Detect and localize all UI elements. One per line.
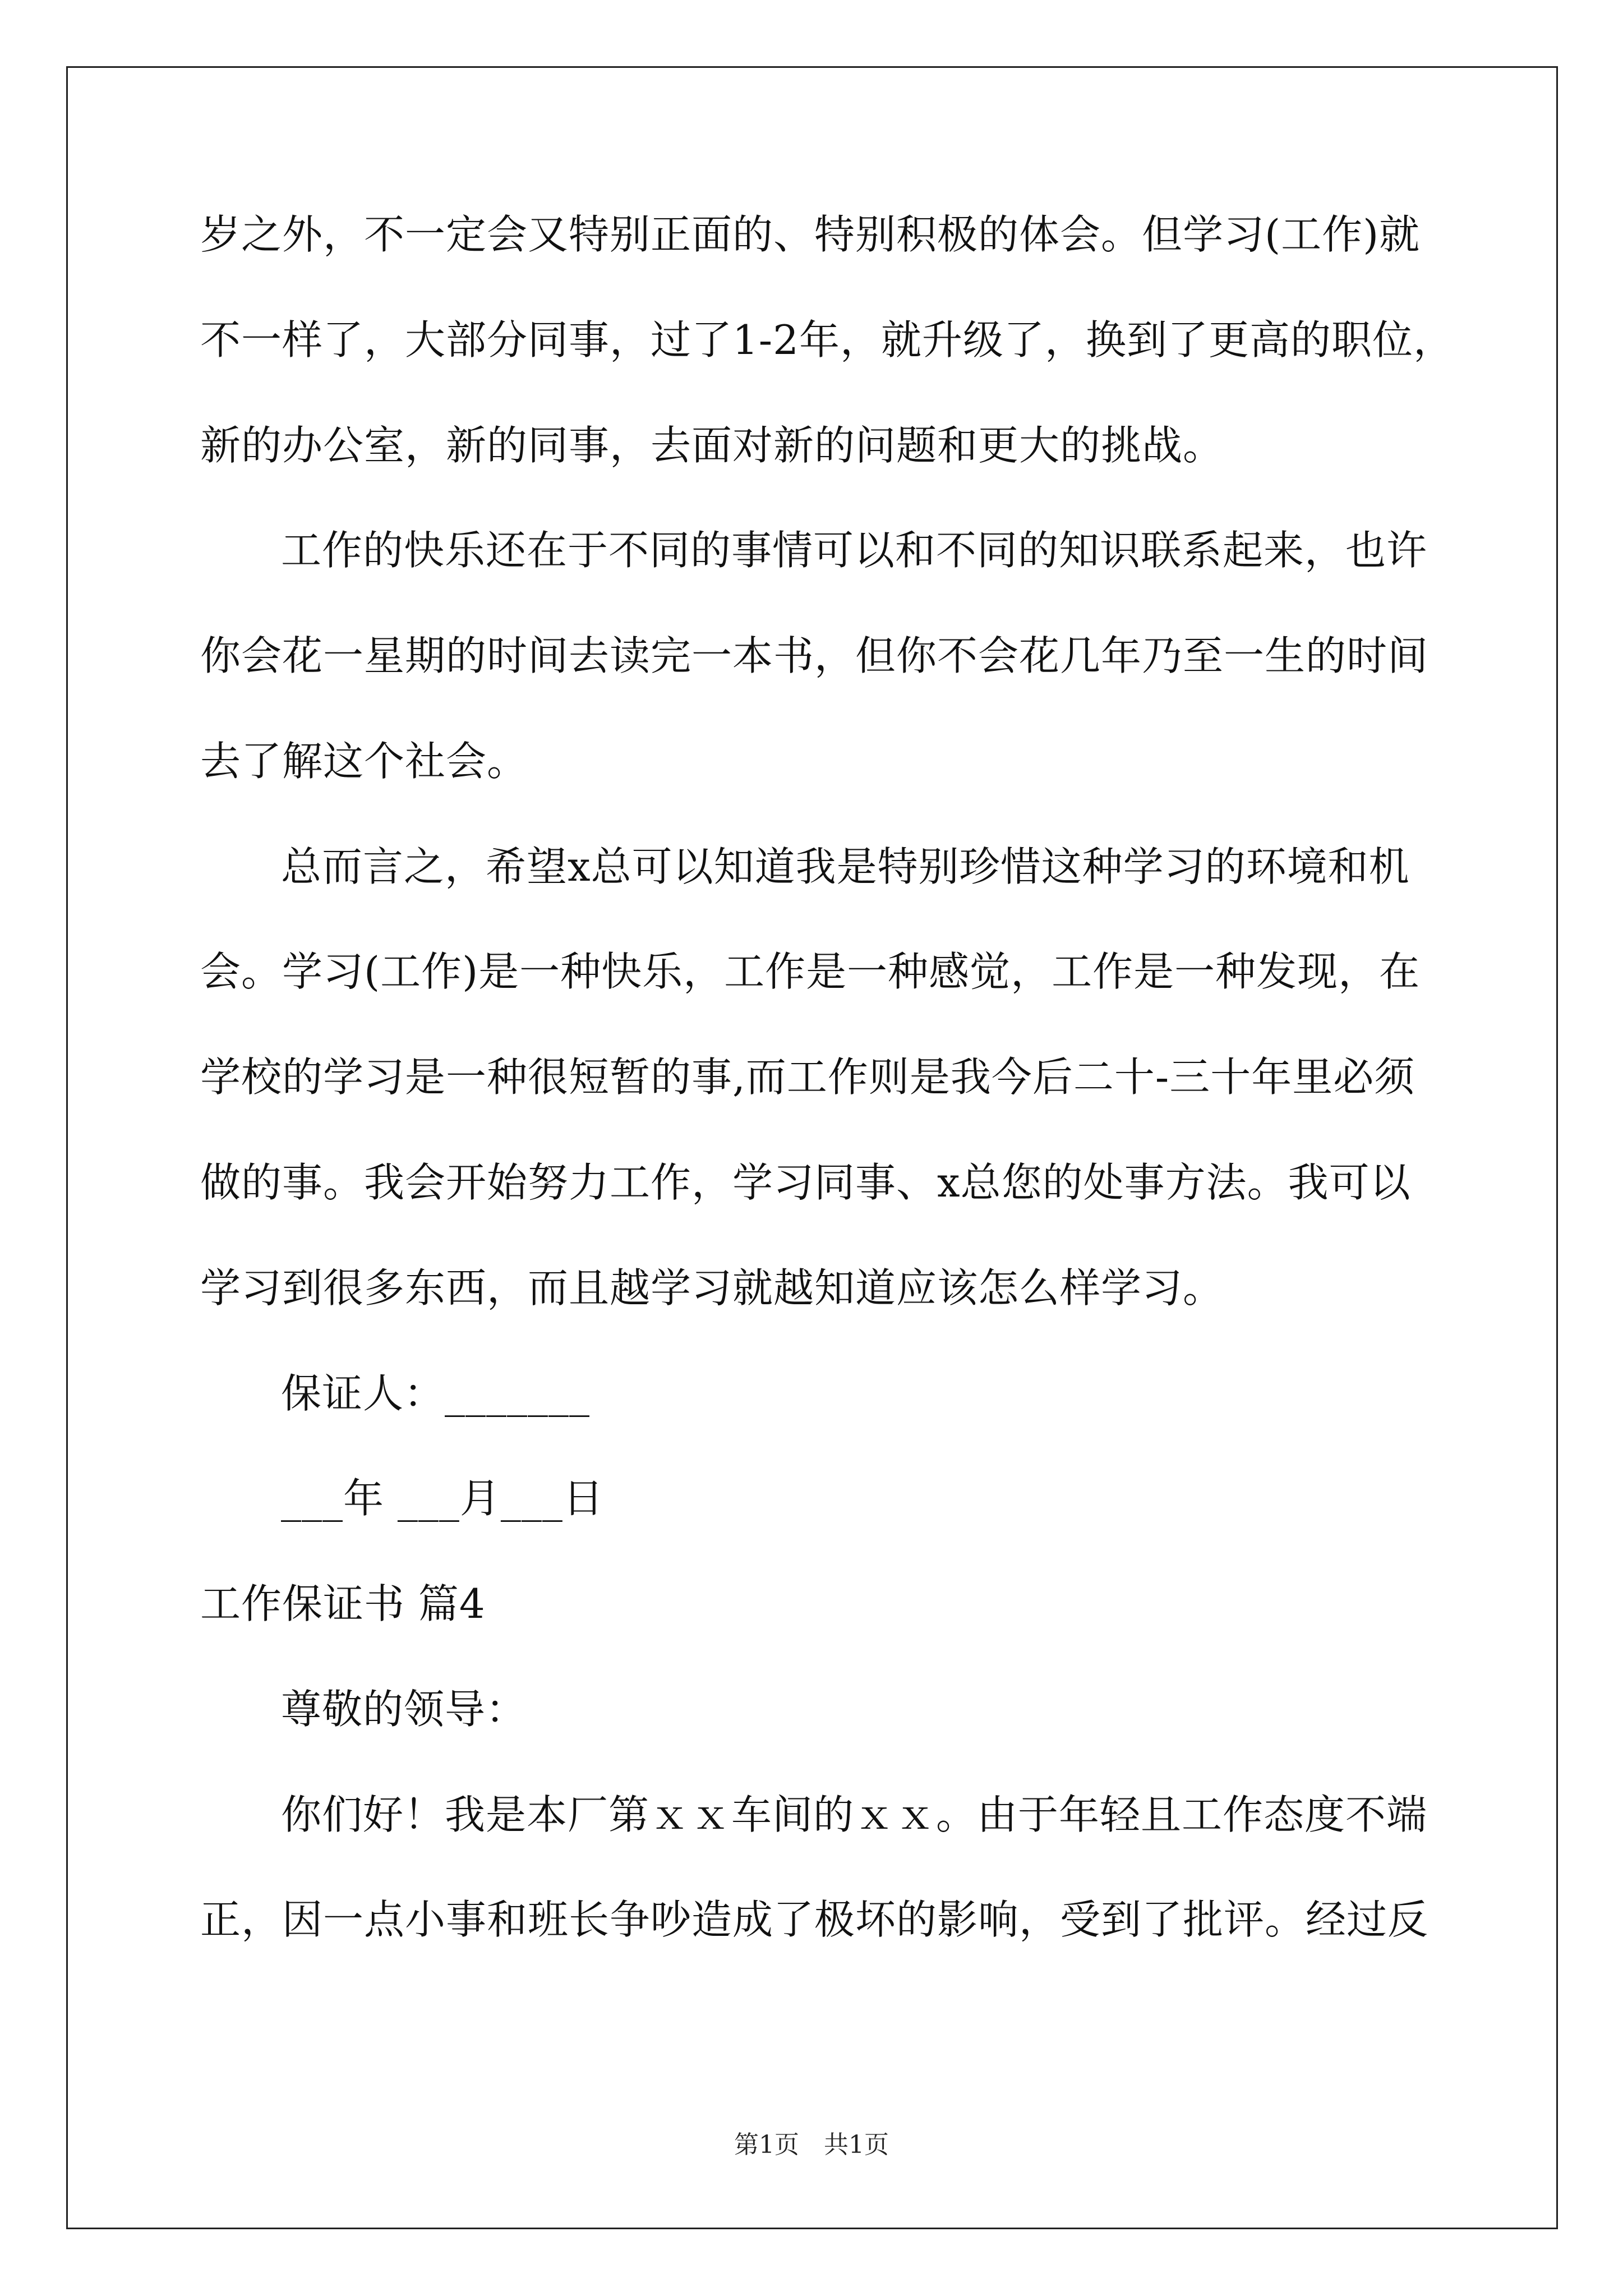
text-line: 总而言之，希望x总可以知道我是特别珍惜这种学习的环境和机	[281, 843, 1410, 890]
text-line: 学习到很多东西，而且越学习就越知道应该怎么样学习。	[200, 1264, 1224, 1312]
page-footer: 第1页 共1页	[734, 2131, 889, 2159]
text-line: 正，因一点小事和班长争吵造成了极坏的影响，受到了批评。经过反	[200, 1896, 1429, 1943]
text-line: 工作的快乐还在于不同的事情可以和不同的知识联系起来，也许	[281, 527, 1428, 574]
date-line: ___年 ___月___日	[281, 1475, 604, 1522]
text-line: 新的办公室，新的同事，去面对新的问题和更大的挑战。	[200, 422, 1224, 469]
text-line: 你会花一星期的时间去读完一本书，但你不会花几年乃至一生的时间	[200, 632, 1429, 679]
guarantor-line: 保证人：_______	[281, 1370, 591, 1417]
text-line: 你们好！我是本厂第ｘｘ车间的ｘｘ。由于年轻且工作态度不端	[281, 1791, 1428, 1838]
text-line: 岁之外，不一定会又特别正面的、特别积极的体会。但学习(工作)就	[200, 211, 1421, 258]
text-line: 学校的学习是一种很短暂的事,而工作则是我今后二十-三十年里必须	[200, 1053, 1415, 1101]
text-line: 去了解这个社会。	[200, 738, 528, 785]
section-title: 工作保证书 篇4	[200, 1580, 486, 1627]
text-line: 不一样了，大部分同事，过了1-2年，就升级了，换到了更高的职位，	[200, 316, 1454, 364]
text-line: 会。学习(工作)是一种快乐，工作是一种感觉，工作是一种发现，在	[200, 948, 1421, 995]
salutation: 尊敬的领导：	[281, 1686, 527, 1733]
text-line: 做的事。我会开始努力工作，学习同事、x总您的处事方法。我可以	[200, 1159, 1411, 1206]
